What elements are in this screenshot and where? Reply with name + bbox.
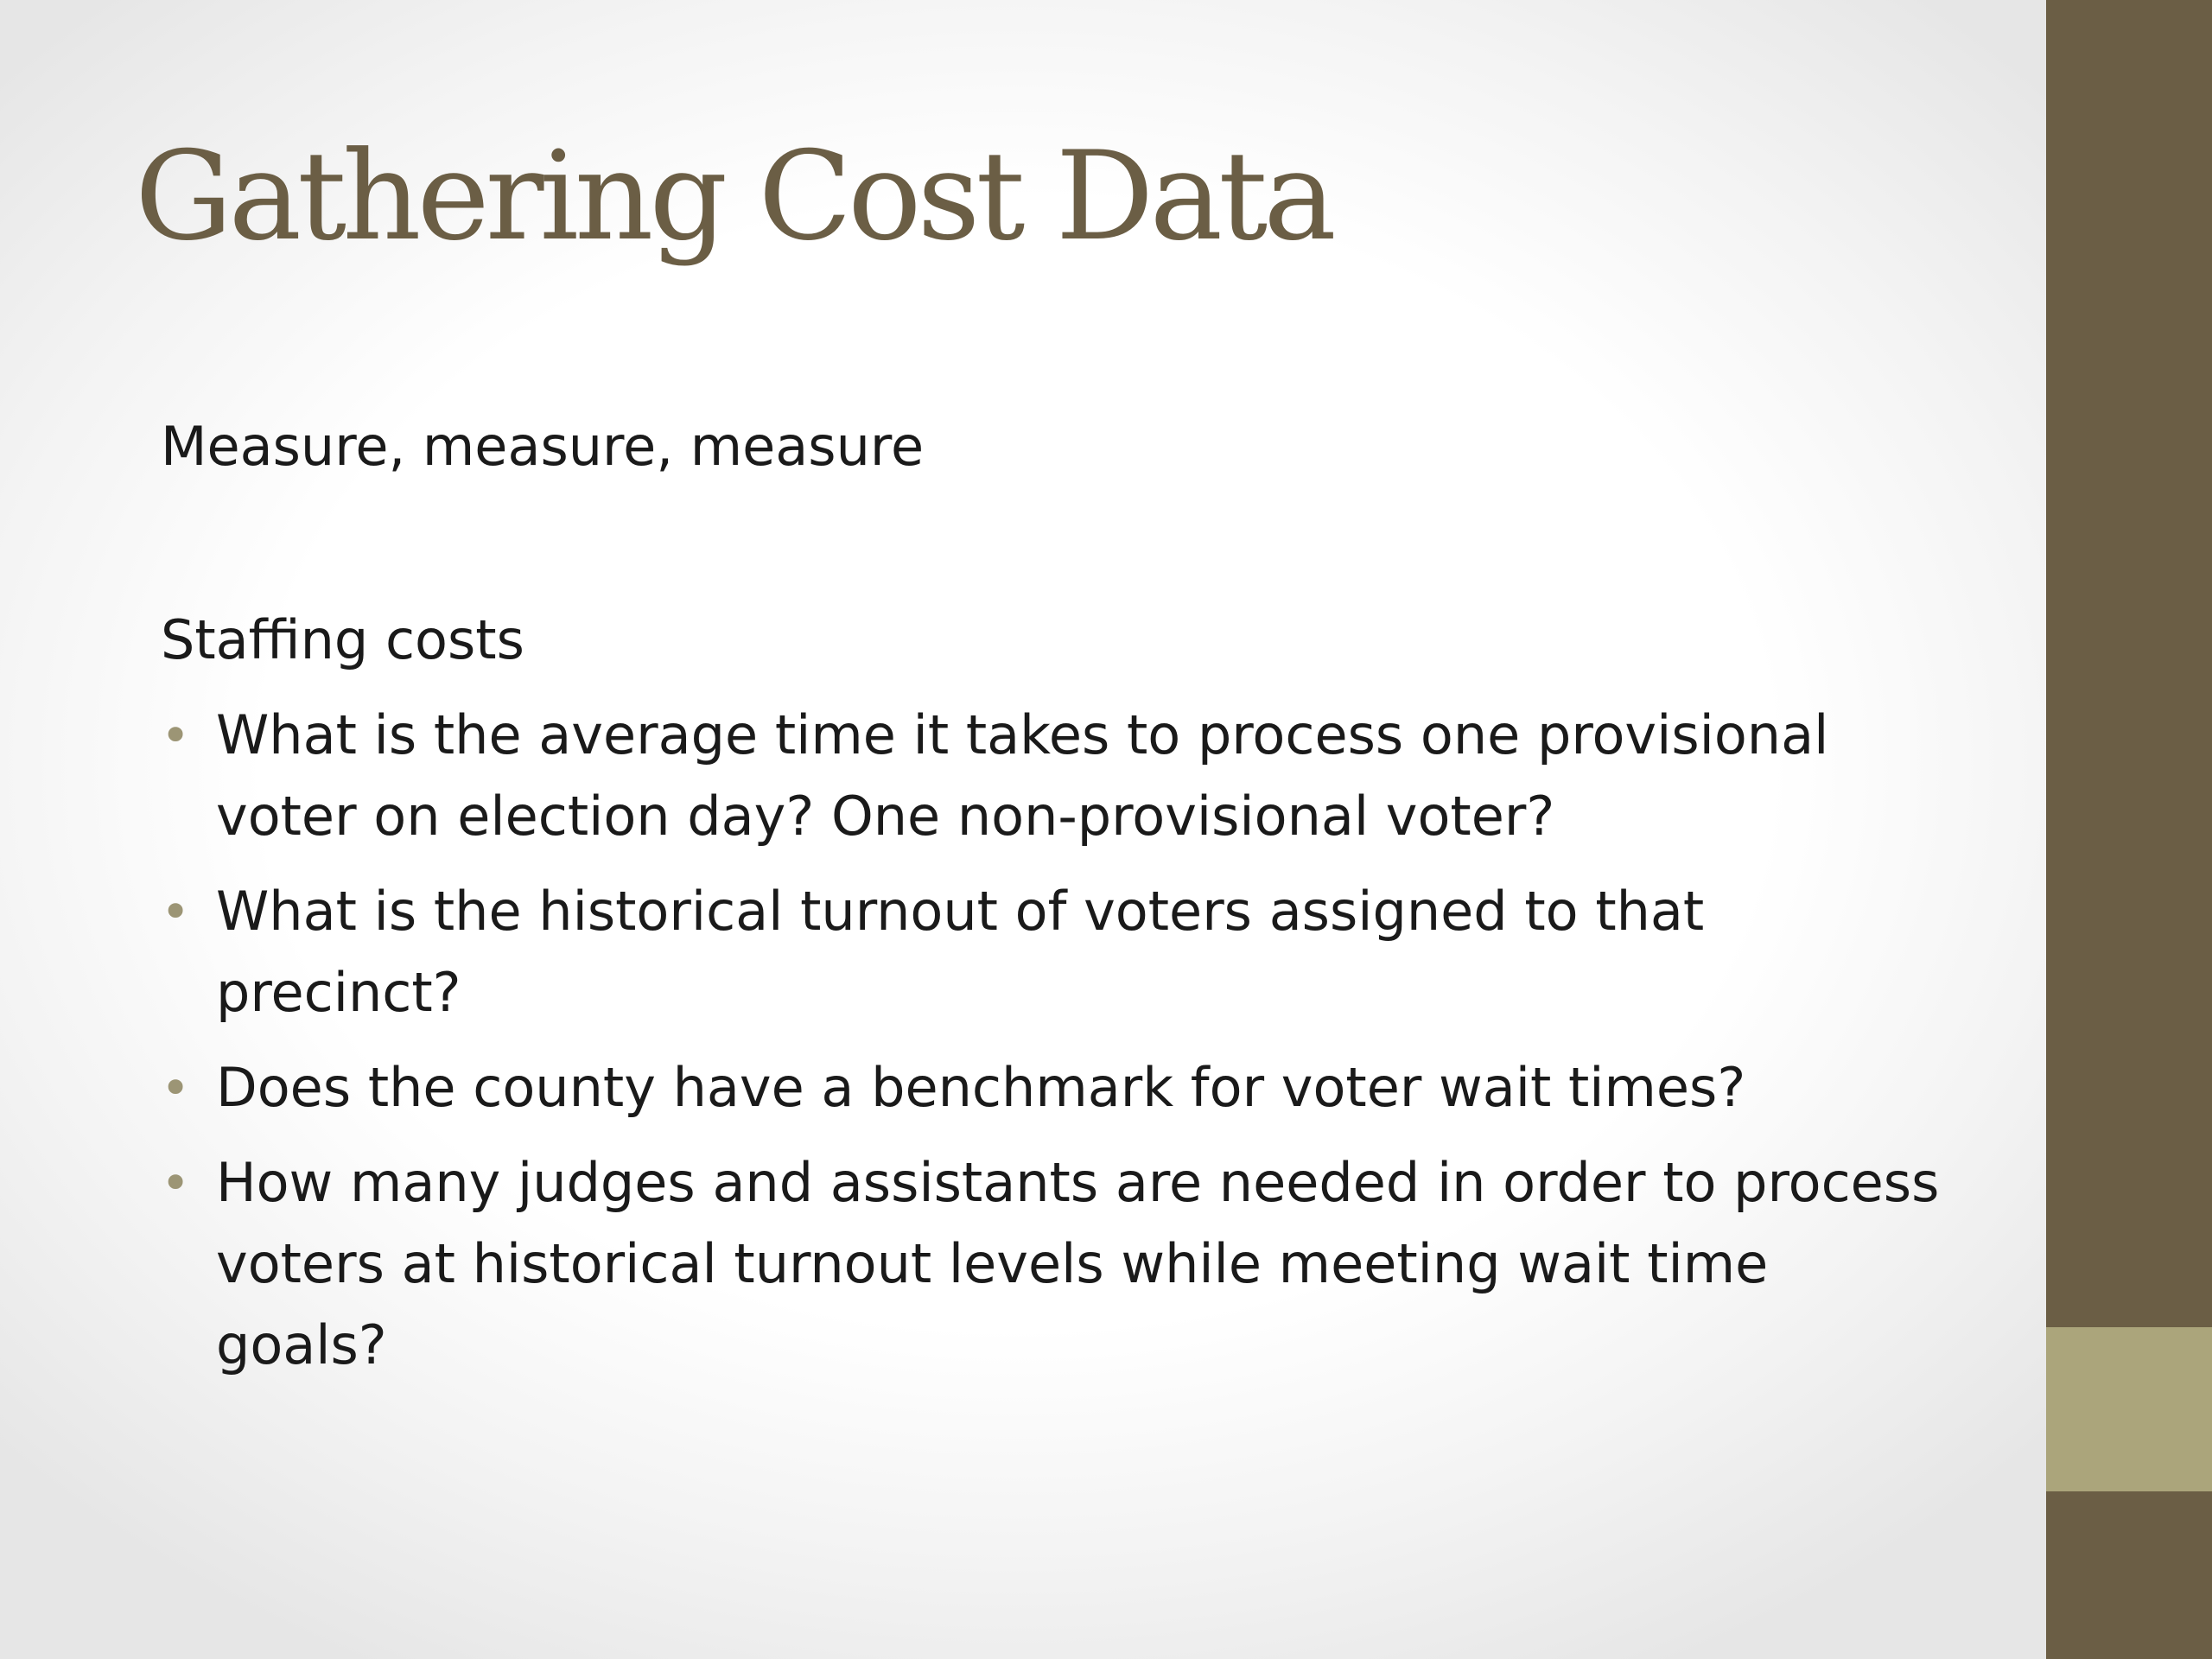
bullet-text: What is the historical turnout of voters assigned to that precinct?: [216, 880, 1705, 1024]
bullet-text: Does the county have a benchmark for voter wait times?: [216, 1056, 1746, 1119]
slide-subtitle: Measure, measure, measure: [161, 415, 925, 478]
bullet-list: [161, 695, 1941, 1386]
side-bar-accent: [2046, 1327, 2212, 1491]
slide-body: [161, 406, 1941, 1400]
bullet-item: [161, 871, 1941, 1033]
bullet-text: How many judges and assistants are needed in order to process voters at historical turnout levels while meeting wait time goals?: [216, 1151, 1940, 1376]
bullet-item: [161, 695, 1941, 857]
bullet-icon: •: [161, 1154, 191, 1212]
section-heading: Staffing costs: [161, 608, 524, 671]
bullet-icon: •: [161, 882, 191, 941]
slide-title: Gathering Cost Data: [135, 125, 1332, 268]
bullet-text: What is the average time it takes to process one provisional voter on election day? One non-provisional voter?: [216, 703, 1829, 848]
bullet-icon: •: [161, 1058, 191, 1117]
bullet-item: [161, 1142, 1941, 1386]
bullet-icon: •: [161, 706, 191, 765]
bullet-item: [161, 1047, 1941, 1128]
